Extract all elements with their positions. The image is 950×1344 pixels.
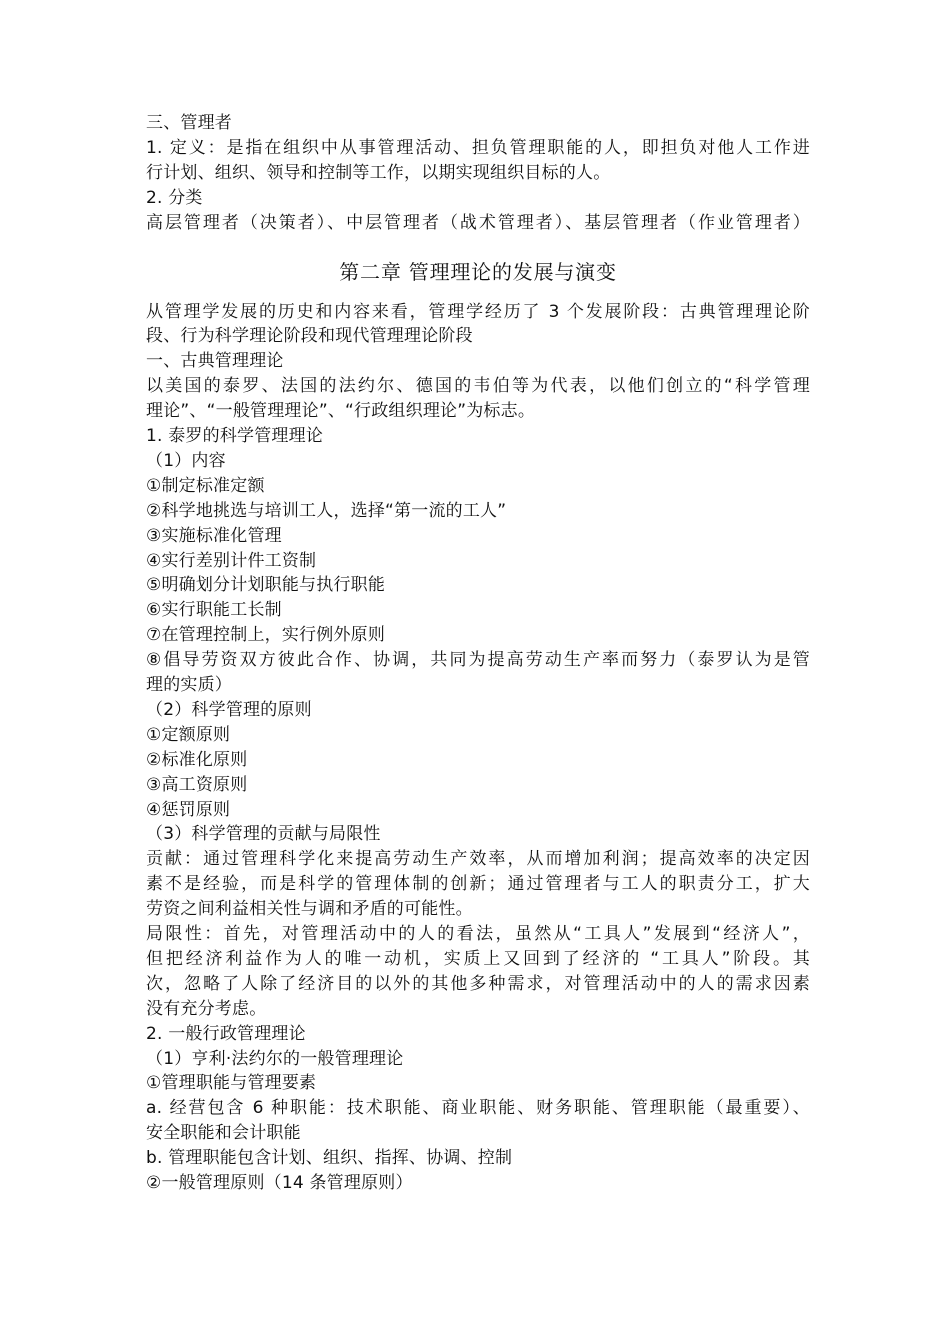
functions-a-line-1: a. 经营包含 6 种职能：技术职能、商业职能、财务职能、管理职能（最重要）、 xyxy=(146,1098,810,1119)
classical-theory-heading: 一、古典管理理论 xyxy=(146,351,284,372)
list-item: ⑦在管理控制上，实行例外原则 xyxy=(146,625,386,646)
functions-heading: ①管理职能与管理要素 xyxy=(146,1073,317,1094)
definition-line-1: 1. 定义：是指在组织中从事管理活动、担负管理职能的人，即担负对他人工作进 xyxy=(146,137,810,158)
list-item-8-line-1: ⑧倡导劳资双方彼此合作、协调，共同为提高劳动生产率而努力（泰罗认为是管 xyxy=(146,650,810,671)
general-admin-heading: 2. 一般行政管理理论 xyxy=(146,1023,306,1044)
chapter-intro-line-1: 从管理学发展的历史和内容来看，管理学经历了 3 个发展阶段：古典管理理论阶 xyxy=(146,301,810,322)
contribution-line-1: 贡献：通过管理科学化来提高劳动生产效率，从而增加利润；提高效率的决定因 xyxy=(146,849,810,870)
contribution-line-2: 素不是经验，而是科学的管理体制的创新；通过管理者与工人的职责分工，扩大 xyxy=(146,874,810,895)
taylor-content-heading: （1）内容 xyxy=(146,450,226,471)
classification-heading: 2. 分类 xyxy=(146,187,203,208)
chapter-intro-line-2: 段、行为科学理论阶段和现代管理理论阶段 xyxy=(146,326,473,347)
functions-a-line-2: 安全职能和会计职能 xyxy=(146,1123,301,1144)
definition-line-2: 行计划、组织、领导和控制等工作，以期实现组织目标的人。 xyxy=(146,162,611,183)
limitation-line-2: 但把经济利益作为人的唯一动机，实质上又回到了经济的 “工具人”阶段。其 xyxy=(146,948,810,969)
taylor-heading: 1. 泰罗的科学管理理论 xyxy=(146,426,324,446)
principle-item: ①定额原则 xyxy=(146,724,231,745)
principle-item: ②标准化原则 xyxy=(146,749,248,770)
section-heading-managers: 三、管理者 xyxy=(146,113,232,133)
list-item: ②科学地挑选与培训工人，选择“第一流的工人” xyxy=(146,500,507,521)
fayol-heading: （1）亨利·法约尔的一般管理理论 xyxy=(146,1048,404,1069)
classical-desc-line-1: 以美国的泰罗、法国的法约尔、德国的韦伯等为代表，以他们创立的“科学管理 xyxy=(146,376,810,397)
functions-b-line: b. 管理职能包含计划、组织、指挥、协调、控制 xyxy=(146,1148,513,1169)
list-item: ⑥实行职能工长制 xyxy=(146,600,282,621)
principle-item: ④惩罚原则 xyxy=(146,799,231,820)
principle-item: ③高工资原则 xyxy=(146,774,248,795)
list-item: ⑤明确划分计划职能与执行职能 xyxy=(146,575,386,596)
list-item-8-line-2: 理的实质） xyxy=(146,675,232,696)
contribution-heading: （3）科学管理的贡献与局限性 xyxy=(146,824,381,845)
limitation-line-3: 次，忽略了人除了经济目的以外的其他多种需求，对管理活动中的人的需求因素 xyxy=(146,973,810,994)
general-principles-line: ②一般管理原则（14 条管理原则） xyxy=(146,1173,413,1194)
limitation-line-4: 没有充分考虑。 xyxy=(146,998,267,1019)
limitation-line-1: 局限性：首先，对管理活动中的人的看法，虽然从“工具人”发展到“经济人”， xyxy=(146,924,810,945)
contribution-line-3: 劳资之间利益相关性与调和矛盾的可能性。 xyxy=(146,899,473,920)
chapter-title: 第二章 管理理论的发展与演变 xyxy=(339,259,617,284)
classical-desc-line-2: 理论”、“一般管理理论”、“行政组织理论”为标志。 xyxy=(146,401,536,422)
classification-text: 高层管理者（决策者）、中层管理者（战术管理者）、基层管理者（作业管理者） xyxy=(146,212,810,233)
list-item: ①制定标准定额 xyxy=(146,475,265,496)
principles-heading: （2）科学管理的原则 xyxy=(146,699,312,720)
document-page xyxy=(146,111,810,1196)
list-item: ④实行差别计件工资制 xyxy=(146,550,317,571)
list-item: ③实施标准化管理 xyxy=(146,525,282,546)
